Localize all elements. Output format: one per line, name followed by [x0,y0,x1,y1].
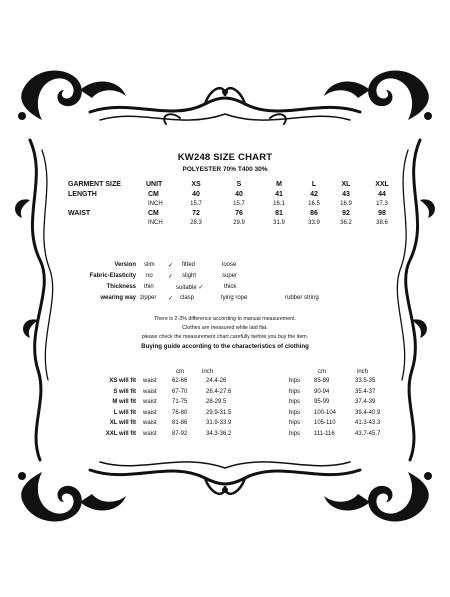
size-value: 42 [310,191,318,198]
guide-measure: waist [143,431,157,437]
property-option: slight [182,273,197,279]
property-option: slim [144,262,155,268]
guide-measure: waist [143,388,157,395]
property-option: super [222,273,238,279]
guide-measure: waist [143,420,157,427]
note-1: There is 2-3% difference according to manual measurement. [153,316,297,322]
row-label-0: LENGTH [68,191,97,198]
size-value: 28.3 [190,220,202,226]
property-option: clasp [180,295,195,301]
size-value: 15.7 [233,201,245,207]
guide-inch-header-2: inch [357,369,369,375]
property-label: Thickness [106,284,136,290]
guide-cm: 76-80 [172,409,188,416]
size-value: 31.9 [273,220,285,226]
garment-size-header: GARMENT SIZE [68,181,121,188]
size-value: 81 [275,210,283,217]
size-header-2: M [276,181,282,188]
row-unit-1: INCH [148,201,163,207]
size-value: 16.5 [308,201,320,207]
guide-cm: 90-94 [314,388,330,395]
guide-inch: 37.4-39 [355,399,376,406]
guide-inch: 39.4-40.9 [355,409,381,416]
guide-cm: 100-104 [314,409,337,416]
guide-measure: hips [289,388,301,395]
guide-measure: hips [289,431,301,437]
size-value: 16.9 [340,201,352,207]
property-option: fitted [182,262,196,268]
row-label-2: WAIST [68,210,91,217]
guide-measure: hips [289,378,301,384]
size-value: 43 [342,191,350,198]
guide-inch: 29.9-31.5 [206,409,232,416]
guide-cm: 87-92 [172,431,188,437]
size-header-5: XXL [375,181,389,188]
unit-header: UNIT [146,181,163,188]
property-label: wearing way [100,295,136,301]
guide-cm: 71-75 [172,399,188,406]
property-option: no [146,273,153,279]
guide-row-label: XS will fit [109,378,136,384]
guide-row-label: M will fit [112,399,136,406]
guide-inch-header: inch [202,369,214,375]
guide-title: Buying guide according to the characteristics of clothing [141,343,309,350]
property-option: loose [222,262,237,268]
size-value: 98 [378,210,386,217]
property-option: thin [144,284,154,290]
size-header-0: XS [191,181,201,188]
guide-measure: waist [143,378,157,384]
property-label: Version [114,262,136,268]
check-icon: ✓ [168,296,174,302]
row-unit-0: CM [148,191,159,198]
size-header-3: L [311,181,317,188]
guide-cm: 85-89 [314,378,330,384]
property-option: tying rope [221,295,248,301]
property-option: suitable ✓ [176,285,204,291]
guide-measure: hips [289,420,301,427]
guide-inch: 41.3-43.3 [355,420,381,427]
size-value: 44 [378,191,386,198]
size-value: 38.6 [376,220,388,226]
guide-cm: 95-99 [314,399,330,406]
guide-measure: hips [289,409,301,416]
size-value: 40 [192,191,200,198]
size-value: 33.9 [308,220,320,226]
guide-measure: hips [289,399,301,406]
note-3: please check the measurement chart carefully before you buy the item. [141,334,309,340]
guide-cm-header: cm [176,369,184,375]
guide-row-label: S will fit [113,388,136,395]
guide-row-label: XXL will fit [105,431,136,437]
guide-measure: waist [143,409,157,416]
size-header-1: S [236,181,242,188]
guide-row-label: L will fit [113,409,136,416]
size-value: 41 [275,191,283,198]
guide-cm: 111-116 [314,431,335,437]
guide-cm: 105-110 [314,420,336,427]
row-unit-3: INCH [148,220,163,226]
guide-inch: 34.3-36.2 [206,431,232,437]
size-value: 17.3 [376,201,388,207]
guide-cm: 67-70 [172,388,188,395]
size-value: 36.2 [340,220,352,226]
guide-cm: 62-66 [172,378,188,384]
property-option: zipper [140,295,157,301]
size-value: 76 [235,210,243,217]
guide-cm: 81-86 [172,420,188,427]
property-label: Fabric-Elasticity [89,273,136,279]
material-label: POLYESTER 70% T400 30% [182,166,268,173]
guide-inch: 35.4-37 [355,388,376,395]
size-value: 86 [310,210,318,217]
size-header-4: XL [341,181,351,188]
guide-cm-header-2: cm [318,369,326,375]
property-option: rubber string [285,295,319,301]
size-value: 16.1 [273,201,285,207]
guide-inch: 33.5-35 [355,378,376,384]
row-unit-2: CM [148,210,159,217]
note-2: Clothes are measured while laid flat. [182,325,268,331]
guide-inch: 24.4-26 [206,378,227,384]
size-value: 92 [342,210,350,217]
size-value: 29.9 [233,220,245,226]
chart-title: KW248 SIZE CHART [177,152,273,163]
size-value: 72 [192,210,200,217]
check-icon: ✓ [168,263,174,269]
guide-inch: 31.9-33.9 [206,420,232,427]
property-option: thick [224,284,237,290]
guide-inch: 26.4-27.6 [206,388,232,395]
guide-inch: 28-29.5 [206,399,227,406]
guide-row-label: XL will fit [109,420,136,427]
size-value: 40 [235,191,243,198]
check-icon: ✓ [168,274,174,280]
guide-inch: 43.7-45.7 [355,431,381,437]
size-value: 15.7 [190,201,202,207]
guide-measure: waist [143,399,157,406]
